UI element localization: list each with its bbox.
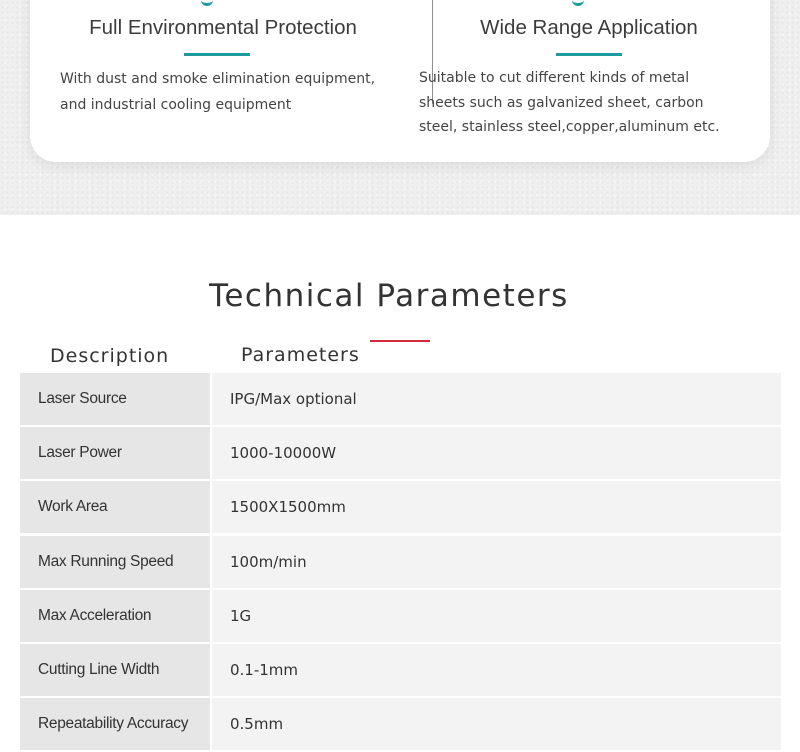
features-card [30,0,770,162]
param-value: 1000-10000W [212,427,781,479]
feature-underline-environment [184,53,250,56]
param-label: Work Area [20,481,210,533]
param-label: Max Acceleration [20,590,210,642]
feature-desc-environment [60,66,375,118]
column-header-parameters: Parameters [241,344,360,366]
param-label: Repeatability Accuracy [20,698,210,750]
param-value: 0.5mm [212,698,781,750]
feature-desc-line: and industrial cooling equipment [60,97,292,113]
param-label: Laser Source [20,373,210,425]
param-label: Max Running Speed [20,536,210,588]
param-value: 1G [212,590,781,642]
table-row [20,590,781,642]
feature-desc-line: Suitable to cut different kinds of metal [419,70,690,86]
param-label: Cutting Line Width [20,644,210,696]
features-section [0,0,800,215]
param-value: 0.1-1mm [212,644,781,696]
application-icon [572,0,584,6]
table-row [20,536,781,588]
param-value: 100m/min [212,536,781,588]
feature-desc-line: With dust and smoke elimination equipment, [60,71,376,87]
parameters-table [20,373,781,752]
title-accent-bar [370,340,430,342]
feature-desc-line: sheets such as galvanized sheet, carbon [419,94,704,111]
column-header-description: Description [50,345,170,367]
feature-title-environment: Full Environmental Protection [89,16,357,39]
table-row [20,481,781,533]
param-label: Laser Power [20,427,210,479]
feature-desc-line: steel, stainless steel,copper,aluminum etc. [419,119,720,135]
table-row [20,373,781,425]
param-value: IPG/Max optional [212,373,781,425]
table-row [20,698,781,750]
table-row [20,427,781,479]
feature-desc-application [419,66,720,140]
environment-icon [201,0,213,6]
param-value: 1500X1500mm [212,481,781,533]
feature-underline-application [556,53,622,56]
table-row [20,644,781,696]
feature-title-application: Wide Range Application [480,16,698,39]
technical-parameters-title: Technical Parameters [209,278,569,314]
